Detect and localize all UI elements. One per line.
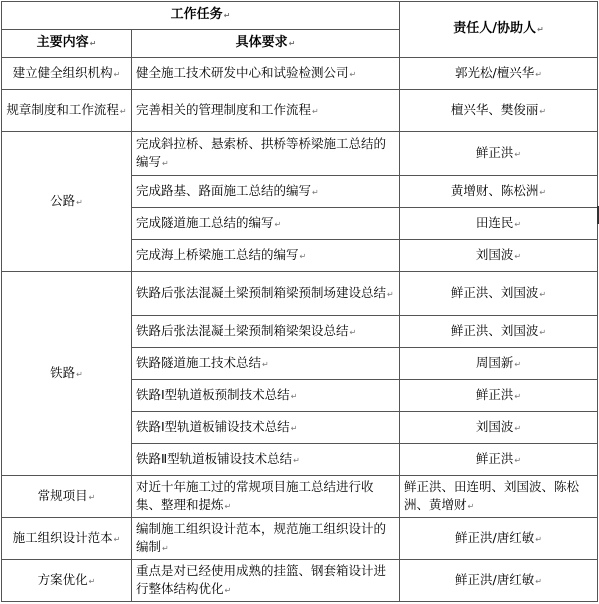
content-text: 常规项目 bbox=[37, 487, 88, 503]
content-text: 规章制度和工作流程 bbox=[6, 101, 119, 117]
content-text: 铁路 bbox=[50, 364, 76, 380]
table-row bbox=[2, 272, 598, 316]
person-text: 鲜正洪、刘国波 bbox=[450, 284, 539, 300]
person-cell: 黄增财、陈松洲↵ bbox=[400, 176, 598, 208]
requirement-cell: 铁路后张法混凝土梁预制箱梁预制场建设总结↵ bbox=[132, 272, 400, 316]
task-table-wrapper bbox=[1, 1, 598, 602]
content-cell: 规章制度和工作流程↵ bbox=[2, 90, 132, 132]
content-cell: 方案优化↵ bbox=[2, 560, 132, 602]
person-text: 鲜正洪 bbox=[475, 144, 514, 160]
person-cell: 鲜正洪/唐红敏↵ bbox=[400, 518, 598, 560]
requirement-cell: 完成海上桥梁施工总结的编写↵ bbox=[132, 240, 400, 272]
person-text: 刘国波 bbox=[475, 246, 514, 262]
requirement-cell: 重点是对已经使用成熟的挂篮、钢套箱设计进行整体结构优化↵ bbox=[132, 560, 400, 602]
requirement-text: 完善相关的管理制度和工作流程 bbox=[136, 101, 312, 117]
requirement-text: 铁路后张法混凝土梁预制箱梁架设总结 bbox=[136, 322, 349, 338]
requirement-cell: 铁路Ⅰ型轨道板铺设技术总结↵ bbox=[132, 412, 400, 444]
requirement-text: 铁路隧道施工技术总结 bbox=[136, 354, 262, 370]
person-cell: 周国新↵ bbox=[400, 348, 598, 380]
person-text: 郭光松/檀兴华 bbox=[455, 64, 535, 80]
person-cell: 郭光松/檀兴华↵ bbox=[400, 58, 598, 90]
requirement-cell: 铁路后张法混凝土梁预制箱梁架设总结↵ bbox=[132, 316, 400, 348]
requirement-text: 完成隧道施工总结的编写 bbox=[136, 214, 274, 230]
content-cell-highway: 公路↵ bbox=[2, 132, 132, 272]
requirement-text: 对近十年施工过的常规项目施工总结进行收集、整理和提炼 bbox=[136, 478, 374, 512]
requirement-cell: 完成斜拉桥、悬索桥、拱桥等桥梁施工总结的编写↵ bbox=[132, 132, 400, 176]
table-row bbox=[2, 132, 598, 176]
person-text: 黄增财、陈松洲 bbox=[450, 182, 539, 198]
requirement-text: 完成斜拉桥、悬索桥、拱桥等桥梁施工总结的编写 bbox=[136, 135, 387, 169]
person-text: 田连民 bbox=[475, 214, 514, 230]
person-cell: 鲜正洪/唐红敏↵ bbox=[400, 560, 598, 602]
content-text: 施工组织设计范本 bbox=[12, 529, 113, 545]
header-content-label: 主要内容 bbox=[36, 35, 89, 50]
table-row bbox=[2, 476, 598, 518]
content-cell-railway: 铁路↵ bbox=[2, 272, 132, 476]
person-text: 鲜正洪、刘国波 bbox=[450, 322, 539, 338]
person-cell: 檀兴华、樊俊丽↵ bbox=[400, 90, 598, 132]
content-cell: 施工组织设计范本↵ bbox=[2, 518, 132, 560]
person-cell: 鲜正洪↵ bbox=[400, 380, 598, 412]
requirement-text: 铁路Ⅰ型轨道板预制技术总结 bbox=[136, 386, 290, 402]
requirement-text: 健全施工技术研发中心和试验检测公司 bbox=[136, 64, 349, 80]
requirement-text: 重点是对已经使用成熟的挂篮、钢套箱设计进行整体结构优化 bbox=[136, 562, 387, 596]
table-row bbox=[2, 90, 598, 132]
header-content: 主要内容↵ bbox=[2, 30, 132, 58]
person-cell: 鲜正洪、刘国波↵ bbox=[400, 272, 598, 316]
table-row bbox=[2, 518, 598, 560]
person-cell: 鲜正洪↵ bbox=[400, 444, 598, 476]
requirement-cell: 铁路Ⅰ型轨道板预制技术总结↵ bbox=[132, 380, 400, 412]
person-text: 刘国波 bbox=[475, 418, 514, 434]
requirement-cell: 完成隧道施工总结的编写↵ bbox=[132, 208, 400, 240]
header-row-1 bbox=[2, 2, 598, 30]
person-text: 鲜正洪、田连明、刘国波、陈松洲、黄增财 bbox=[404, 478, 580, 512]
requirement-text: 编制施工组织设计范本，规范施工组织设计的编制 bbox=[136, 520, 387, 554]
person-text: 周国新 bbox=[475, 354, 514, 370]
table-row bbox=[2, 560, 598, 602]
content-cell: 建立健全组织机构↵ bbox=[2, 58, 132, 90]
person-text: 鲜正洪/唐红敏 bbox=[455, 529, 535, 545]
requirement-text: 铁路Ⅱ型轨道板铺设技术总结 bbox=[136, 450, 293, 466]
requirement-cell: 完善相关的管理制度和工作流程↵ bbox=[132, 90, 400, 132]
content-text: 建立健全组织机构 bbox=[12, 64, 113, 80]
person-text: 鲜正洪/唐红敏 bbox=[455, 571, 535, 587]
requirement-cell: 对近十年施工过的常规项目施工总结进行收集、整理和提炼↵ bbox=[132, 476, 400, 518]
requirement-cell: 编制施工组织设计范本，规范施工组织设计的编制↵ bbox=[132, 518, 400, 560]
content-cell: 常规项目↵ bbox=[2, 476, 132, 518]
person-text: 鲜正洪 bbox=[475, 386, 514, 402]
header-task-label: 工作任务 bbox=[170, 7, 223, 22]
requirement-cell: 完成路基、路面施工总结的编写↵ bbox=[132, 176, 400, 208]
person-cell: 鲜正洪↵ bbox=[400, 132, 598, 176]
requirement-cell: 铁路隧道施工技术总结↵ bbox=[132, 348, 400, 380]
header-requirement-label: 具体要求 bbox=[235, 35, 288, 50]
requirement-cell: 健全施工技术研发中心和试验检测公司↵ bbox=[132, 58, 400, 90]
content-text: 公路 bbox=[50, 192, 76, 208]
header-task: 工作任务↵ bbox=[2, 2, 400, 30]
header-responsible: 责任人/协助人↵ bbox=[400, 2, 598, 58]
requirement-text: 完成海上桥梁施工总结的编写 bbox=[136, 246, 299, 262]
header-requirement: 具体要求↵ bbox=[132, 30, 400, 58]
task-table bbox=[1, 1, 598, 602]
content-text: 方案优化 bbox=[37, 571, 88, 587]
header-responsible-label: 责任人/协助人 bbox=[453, 21, 537, 36]
person-cell: 刘国波↵ bbox=[400, 240, 598, 272]
requirement-cell: 铁路Ⅱ型轨道板铺设技术总结↵ bbox=[132, 444, 400, 476]
person-cell: 鲜正洪、田连明、刘国波、陈松洲、黄增财↵ bbox=[400, 476, 598, 518]
table-row bbox=[2, 58, 598, 90]
requirement-text: 完成路基、路面施工总结的编写 bbox=[136, 182, 312, 198]
requirement-text: 铁路后张法混凝土梁预制箱梁预制场建设总结 bbox=[136, 284, 387, 300]
person-cell: 刘国波↵ bbox=[400, 412, 598, 444]
person-cell: 鲜正洪、刘国波↵ bbox=[400, 316, 598, 348]
requirement-text: 铁路Ⅰ型轨道板铺设技术总结 bbox=[136, 418, 290, 434]
person-text: 鲜正洪 bbox=[475, 450, 514, 466]
person-text: 檀兴华、樊俊丽 bbox=[450, 101, 539, 117]
person-cell: 田连民↵ bbox=[400, 208, 598, 240]
